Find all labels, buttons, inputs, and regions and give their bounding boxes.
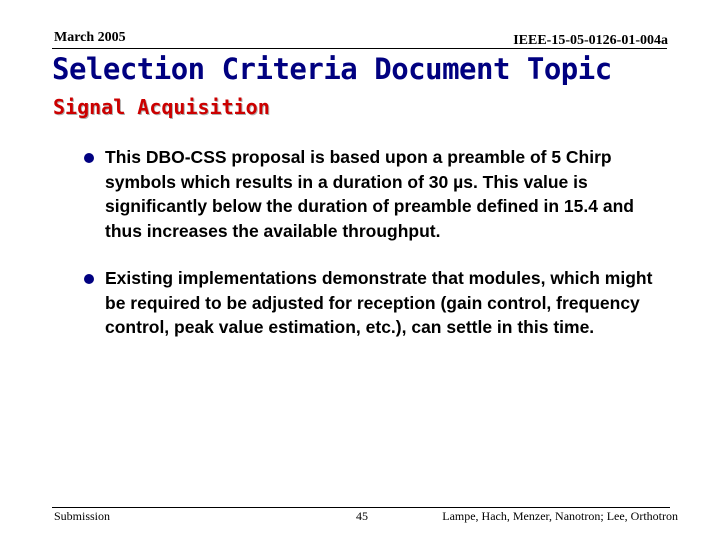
bullet-dot-icon — [84, 274, 94, 284]
slide-subtitle: Signal Acquisition — [53, 95, 270, 119]
bullet-text: This DBO-CSS proposal is based upon a preamble of 5 Chirp symbols which results in a duration of 30 µs. This value is significantly below the duration of preamble defined in 15.4 and thus increases the available throughput. — [105, 147, 634, 241]
footer-submission: Submission — [54, 509, 111, 523]
header-doc-id: IEEE-15-05-0126-01-004a — [513, 33, 668, 48]
bullet-item — [84, 145, 654, 243]
bullet-list — [84, 145, 654, 363]
bullet-text: Existing implementations demonstrate that modules, which might be required to be adjusted for reception (gain control, frequency control, peak value estimation, etc.), can settle in this time. — [105, 268, 653, 337]
footer-page-number: 45 — [356, 509, 368, 523]
header-date: March 2005 — [54, 30, 126, 45]
footer-authors: Lampe, Hach, Menzer, Nanotron; Lee, Orthotron — [442, 509, 678, 523]
slide-title: Selection Criteria Document Topic — [52, 52, 612, 86]
header-divider — [52, 48, 667, 49]
bullet-item — [84, 266, 654, 340]
bullet-dot-icon — [84, 153, 94, 163]
footer-divider — [52, 507, 670, 508]
